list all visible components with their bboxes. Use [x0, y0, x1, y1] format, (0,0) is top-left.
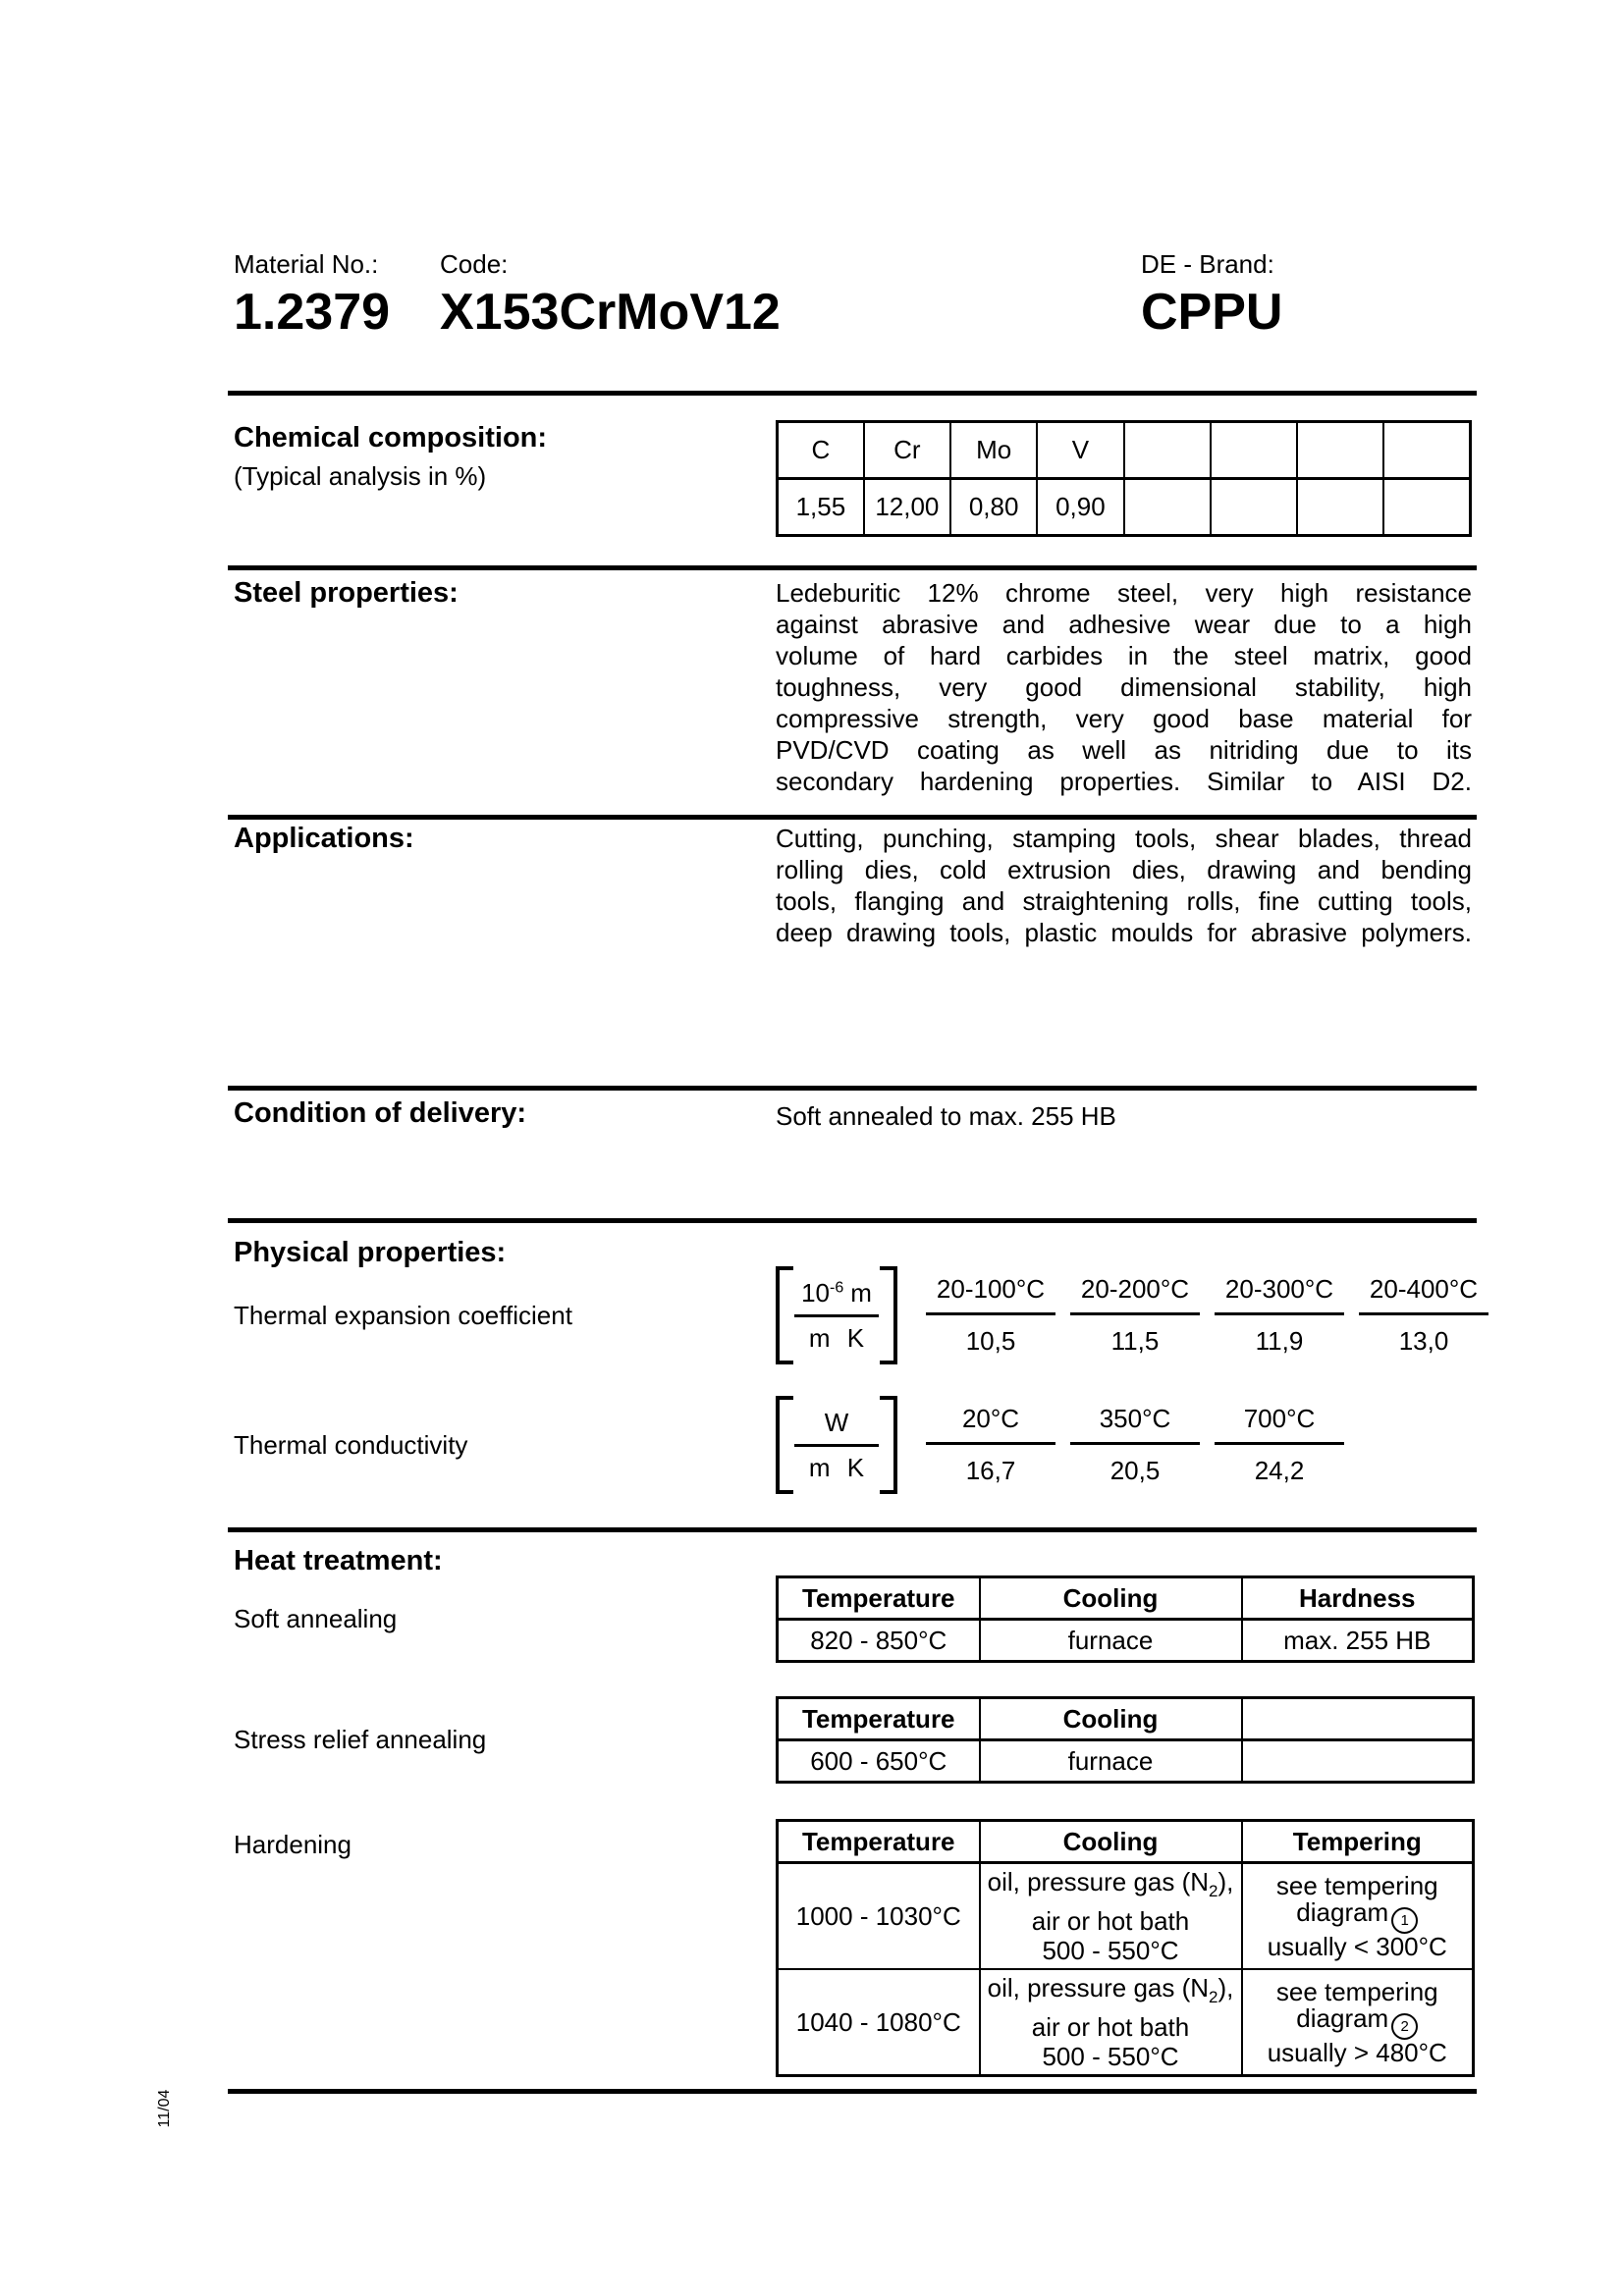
physical-properties-heading: Physical properties:: [234, 1237, 507, 1268]
right-bracket: [880, 1266, 897, 1364]
thermal-conductivity-unit: [776, 1396, 897, 1494]
heat-treatment-heading: Heat treatment:: [234, 1545, 443, 1576]
header-cell: [1242, 1698, 1474, 1740]
unit-fraction: [793, 1266, 880, 1364]
condition-of-delivery-heading: Condition of delivery:: [234, 1097, 527, 1129]
text-line: volume of hard carbides in the steel matrix, good: [776, 641, 1472, 670]
element-header-cell: [1124, 422, 1211, 479]
temperature-cell: 1000 - 1030°C: [778, 1863, 980, 1970]
table-header-row: [778, 1821, 1474, 1863]
section-divider: [228, 815, 1477, 820]
element-header-cell: C: [778, 422, 864, 479]
text-line: against abrasive and adhesive wear due to a high: [776, 610, 1472, 639]
thermal-conductivity-label: Thermal conductivity: [234, 1429, 468, 1460]
value-column: 20°C 16,7: [926, 1404, 1055, 1486]
element-header-cell: [1211, 422, 1297, 479]
circled-number-icon: 2: [1391, 2013, 1418, 2040]
temperature-cell: 1040 - 1080°C: [778, 1969, 980, 2076]
element-value-cell: 0,90: [1037, 479, 1123, 536]
value-column: 350°C 20,5: [1070, 1404, 1200, 1486]
table-value-row: [778, 1969, 1474, 2076]
stress-relief-annealing-table: [776, 1696, 1475, 1784]
thermal-expansion-row: [234, 1264, 1478, 1366]
header-cell: Cooling: [980, 1698, 1242, 1740]
element-value-cell: 0,80: [950, 479, 1037, 536]
brand-value: CPPU: [1141, 284, 1283, 341]
header-cell: Temperature: [778, 1821, 980, 1863]
text-line: toughness, very good dimensional stability, high: [776, 672, 1472, 702]
value-cell: 820 - 850°C: [778, 1620, 980, 1662]
thermal-conductivity-values: [911, 1404, 1344, 1486]
table-value-row: [778, 1740, 1474, 1783]
material-no-value: 1.2379: [234, 284, 391, 341]
steel-properties-heading: Steel properties:: [234, 577, 459, 609]
cooling-cell: oil, pressure gas $(N_2)$, air or hot bath 500 - 550°C: [980, 1969, 1242, 2076]
hardening-label: Hardening: [234, 1830, 352, 1859]
header-cell: Cooling: [980, 1577, 1242, 1620]
section-divider: [228, 391, 1477, 396]
material-no-label: Material No.:: [234, 249, 379, 279]
text-line: compressive strength, very good base material for: [776, 704, 1472, 733]
header-cell: Temperature: [778, 1577, 980, 1620]
left-bracket: [776, 1396, 793, 1494]
section-divider: [228, 1218, 1477, 1223]
value-cell: 600 - 650°C: [778, 1740, 980, 1783]
element-header-cell: [1297, 422, 1383, 479]
element-value-cell: [1383, 479, 1470, 536]
cooling-cell: oil, pressure gas $(N_2)$, air or hot bath 500 - 550°C: [980, 1863, 1242, 1970]
element-header-cell: [1383, 422, 1470, 479]
section-divider: [228, 1527, 1477, 1532]
element-value-cell: [1124, 479, 1211, 536]
table-header-row: [778, 1698, 1474, 1740]
value-column: 700°C 24,2: [1215, 1404, 1344, 1486]
text-line: PVD/CVD coating as well as nitriding due to its: [776, 735, 1472, 765]
circled-number-icon: 1: [1391, 1907, 1418, 1934]
brand-label: DE - Brand:: [1141, 249, 1274, 279]
hardening-table: [776, 1819, 1475, 2077]
header-cell: Cooling: [980, 1821, 1242, 1863]
value-column: 20-400°C 13,0: [1359, 1274, 1488, 1357]
text-line: tools, flanging and straightening rolls, fine cutting tools,: [776, 886, 1472, 916]
text-line: Cutting, punching, stamping tools, shear blades, thread: [776, 824, 1472, 853]
code-label: Code:: [440, 249, 509, 279]
table-value-row: [778, 1863, 1474, 1970]
element-value-cell: 12,00: [864, 479, 950, 536]
unit-denominator: m K: [808, 1322, 865, 1353]
unit-numerator: W: [824, 1407, 849, 1437]
value-cell: max. 255 HB: [1242, 1620, 1474, 1662]
value-cell: furnace: [980, 1620, 1242, 1662]
chemical-composition-table: [776, 420, 1472, 537]
stress-relief-annealing-label: Stress relief annealing: [234, 1725, 487, 1754]
chemical-composition-subheading: (Typical analysis in %): [234, 461, 487, 491]
thermal-conductivity-row: [234, 1394, 1478, 1496]
left-bracket: [776, 1266, 793, 1364]
header-cell: Temperature: [778, 1698, 980, 1740]
table-header-row: [778, 422, 1471, 479]
code-value: X153CrMoV12: [440, 284, 781, 341]
soft-annealing-table: [776, 1575, 1475, 1663]
value-column: 20-300°C 11,9: [1215, 1274, 1344, 1357]
unit-denominator: m K: [808, 1452, 865, 1482]
header-cell: Tempering: [1242, 1821, 1474, 1863]
text-line: deep drawing tools, plastic moulds for abrasive polymers.: [776, 918, 1472, 947]
thermal-expansion-values: [911, 1274, 1488, 1357]
value-column: 20-100°C 10,5: [926, 1274, 1055, 1357]
condition-of-delivery-text: Soft annealed to max. 255 HB: [776, 1101, 1116, 1131]
right-bracket: [880, 1396, 897, 1494]
applications-heading: Applications:: [234, 823, 414, 854]
applications-text: [776, 823, 1472, 948]
steel-properties-text: [776, 577, 1472, 797]
section-divider: [228, 1086, 1477, 1091]
element-header-cell: Mo: [950, 422, 1037, 479]
header-cell: Hardness: [1242, 1577, 1474, 1620]
unit-fraction: [793, 1396, 880, 1494]
unit-numerator: $10^{-6}$ m: [801, 1277, 872, 1308]
section-divider: [228, 2089, 1477, 2094]
tempering-cell: see tempering diagram 2 usually > 480°C: [1242, 1969, 1474, 2076]
chemical-composition-heading: Chemical composition:: [234, 422, 548, 454]
element-value-cell: [1211, 479, 1297, 536]
value-cell: [1242, 1740, 1474, 1783]
soft-annealing-label: Soft annealing: [234, 1604, 398, 1633]
element-value-cell: 1,55: [778, 479, 864, 536]
table-value-row: [778, 1620, 1474, 1662]
section-divider: [228, 565, 1477, 570]
tempering-cell: see tempering diagram 1 usually < 300°C: [1242, 1863, 1474, 1970]
table-header-row: [778, 1577, 1474, 1620]
element-value-cell: [1297, 479, 1383, 536]
value-cell: furnace: [980, 1740, 1242, 1783]
value-column: 20-200°C 11,5: [1070, 1274, 1200, 1357]
element-header-cell: V: [1037, 422, 1123, 479]
thermal-expansion-label: Thermal expansion coefficient: [234, 1300, 572, 1330]
text-line: secondary hardening properties. Similar to AISI D2.: [776, 767, 1472, 796]
text-line: Ledeburitic 12% chrome steel, very high resistance: [776, 578, 1472, 608]
table-value-row: [778, 479, 1471, 536]
edition-stamp: 11/04: [156, 2089, 173, 2128]
thermal-expansion-unit: [776, 1266, 897, 1364]
text-line: rolling dies, cold extrusion dies, drawing and bending: [776, 855, 1472, 884]
element-header-cell: Cr: [864, 422, 950, 479]
